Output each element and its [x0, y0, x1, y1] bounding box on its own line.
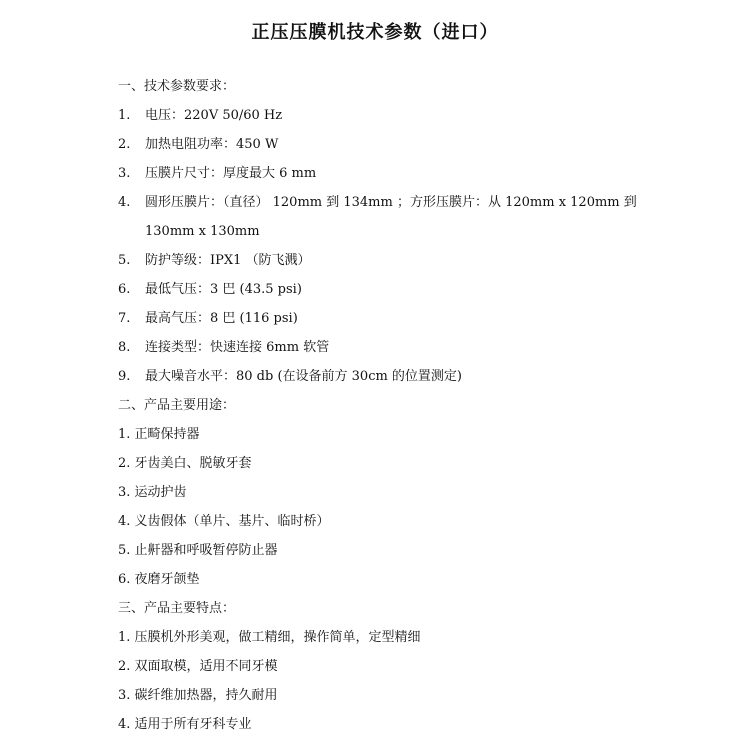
item-number: 5. — [118, 253, 131, 268]
item-number: 6. — [118, 282, 131, 297]
use-item-6: 6. 夜磨牙颌垫 — [118, 572, 200, 587]
item-text: 电压：220V 50/60 Hz — [145, 108, 283, 123]
item-text: 连接类型：快速连接 6mm 软管 — [145, 340, 330, 355]
use-item-1: 1. 正畸保持器 — [118, 427, 200, 442]
item-text: 压膜片尺寸：厚度最大 6 mm — [145, 166, 317, 181]
tech-item-1 — [118, 101, 718, 130]
tech-item-3 — [118, 159, 718, 188]
section-heading-features: 三、产品主要特点： — [118, 601, 236, 616]
tech-item-7 — [118, 304, 718, 333]
tech-item-6 — [118, 275, 718, 304]
tech-item-4-continued: 130mm x 130mm — [145, 224, 260, 239]
item-text: 圆形压膜片：（直径） 120mm 到 134mm ；方形压膜片：从 120mm x 120mm 到 — [145, 195, 637, 210]
feature-item-2: 2. 双面取模，适用不同牙模 — [118, 659, 278, 674]
item-text: 最高气压：8 巴 (116 psi) — [145, 311, 298, 326]
item-number: 9. — [118, 369, 131, 384]
use-item-4: 4. 义齿假体（单片、基片、临时桥） — [118, 514, 330, 529]
item-number: 1. — [118, 108, 131, 123]
item-text: 最低气压：3 巴 (43.5 psi) — [145, 282, 302, 297]
feature-item-3: 3. 碳纤维加热器，持久耐用 — [118, 688, 278, 703]
item-number: 8. — [118, 340, 131, 355]
tech-item-8 — [118, 333, 718, 362]
document-title: 正压压膜机技术参数（进口） — [251, 22, 499, 43]
tech-item-5 — [118, 246, 718, 275]
section-heading-uses: 二、产品主要用途： — [118, 398, 236, 413]
tech-item-9 — [118, 362, 718, 391]
item-text: 加热电阻功率：450 W — [145, 137, 279, 152]
item-text: 防护等级：IPX1 （防飞溅） — [145, 253, 311, 268]
item-text: 最大噪音水平：80 db (在设备前方 30cm 的位置测定) — [145, 369, 463, 384]
item-number: 2. — [118, 137, 131, 152]
use-item-3: 3. 运动护齿 — [118, 485, 187, 500]
item-number: 3. — [118, 166, 131, 181]
item-number: 4. — [118, 195, 131, 210]
section-heading-tech: 一、技术参数要求： — [118, 79, 236, 94]
use-item-2: 2. 牙齿美白、脱敏牙套 — [118, 456, 252, 471]
use-item-5: 5. 止鼾器和呼吸暂停防止器 — [118, 543, 278, 558]
feature-item-4: 4. 适用于所有牙科专业 — [118, 717, 252, 732]
tech-item-4 — [118, 188, 718, 217]
feature-item-1: 1. 压膜机外形美观，做工精细，操作简单，定型精细 — [118, 630, 421, 645]
item-number: 7. — [118, 311, 131, 326]
tech-item-2 — [118, 130, 718, 159]
document-body — [118, 72, 718, 739]
